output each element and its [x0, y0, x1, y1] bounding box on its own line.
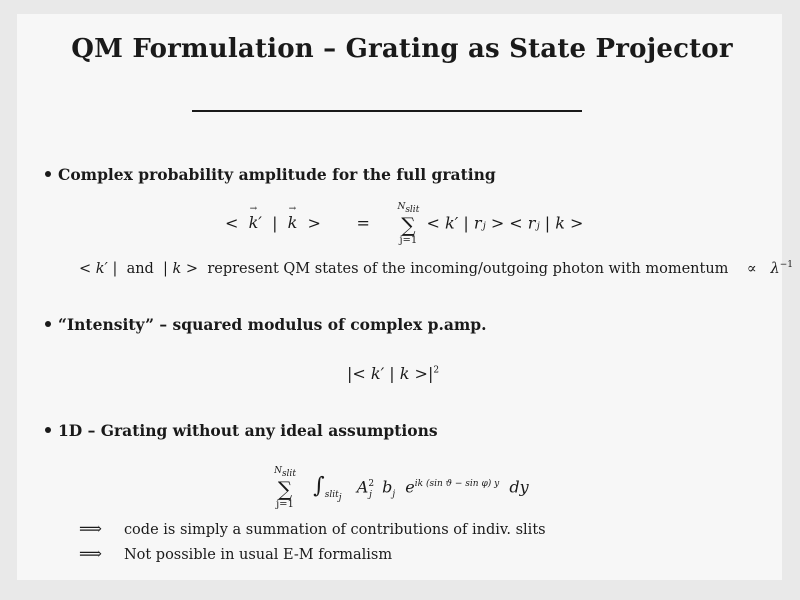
eq1-sum-upper: N	[397, 202, 406, 212]
eq3-b: b	[382, 477, 393, 497]
eq3-exponent: ik (sin ϑ − sin φ) y	[414, 479, 500, 490]
implies-arrow-icon: ⟹	[79, 544, 102, 563]
eq3-e: e	[405, 477, 415, 497]
eq3-sum-upper: N	[274, 466, 282, 476]
eq1-sum-upper-sub: slit	[405, 204, 420, 215]
lambda-symbol: λ	[770, 260, 780, 277]
ket-k: | k >	[163, 260, 199, 277]
bullet-1	[45, 165, 496, 184]
equation-amplitude	[225, 202, 583, 246]
bra-k-prime: < k′ |	[79, 260, 118, 277]
eq3-dy: dy	[509, 477, 529, 497]
states-text: represent QM states of the incoming/outgoing photon with momentum	[207, 260, 729, 277]
bullet-1-text: Complex probability amplitude for the full grating	[58, 165, 496, 184]
eq3-b-sub: j	[392, 489, 396, 500]
lambda-exponent: −1	[779, 260, 794, 270]
equation-intensity	[347, 364, 439, 383]
eq3-A-exp: 2	[368, 479, 375, 490]
implies-arrow-icon: ⟹	[79, 519, 102, 538]
bullet-3-text: 1D – Grating without any ideal assumptions	[58, 421, 438, 440]
implication-2	[79, 544, 392, 563]
eq1-equals: =	[356, 213, 370, 233]
slide-title: QM Formulation – Grating as State Projector	[71, 34, 733, 64]
title-underline	[192, 110, 582, 112]
eq3-sum-lower: j=1	[276, 498, 294, 510]
bullet-dot-icon	[45, 171, 51, 177]
implication-1	[79, 519, 546, 538]
states-description	[79, 260, 793, 277]
eq1-summation: $N_{slit}$ ∑ j=1	[395, 202, 421, 246]
eq2-exponent: 2	[433, 365, 440, 376]
eq1-lhs-open: <	[225, 213, 239, 233]
eq3-int-sub: slit	[324, 489, 339, 500]
bullet-dot-icon	[45, 321, 51, 327]
eq3-summation: $N_{slit}$ ∑ j=1	[272, 466, 298, 510]
implication-1-text: code is simply a summation of contributions of indiv. slits	[123, 522, 546, 538]
eq1-sum-lower: j=1	[399, 234, 418, 246]
eq1-lhs-close: >	[307, 213, 321, 233]
eq3-int-sub-j: j	[338, 492, 342, 503]
eq1-k-prime: → k′	[249, 213, 262, 232]
equation-grating-sum	[272, 466, 529, 510]
bullet-dot-icon	[45, 427, 51, 433]
and-word: and	[126, 260, 154, 277]
eq1-rhs: < k′ | rⱼ > < rⱼ | k >	[426, 213, 584, 233]
eq3-sum-upper-sub: slit	[281, 468, 296, 479]
implication-2-text: Not possible in usual E-M formalism	[123, 547, 393, 563]
eq3-integral: ∫	[313, 473, 325, 499]
eq2-text: |< k′ | k >|	[347, 364, 434, 383]
bullet-3	[45, 421, 438, 440]
eq1-k: → k	[288, 213, 298, 232]
eq3-A-sub: j	[369, 489, 372, 500]
eq3-A: A	[356, 477, 369, 497]
bullet-2	[45, 315, 487, 334]
slide-page	[17, 14, 794, 580]
propto-symbol: ∝	[746, 260, 757, 277]
bullet-2-text: “Intensity” – squared modulus of complex p.amp.	[58, 315, 487, 334]
eq1-bar: |	[272, 213, 278, 233]
